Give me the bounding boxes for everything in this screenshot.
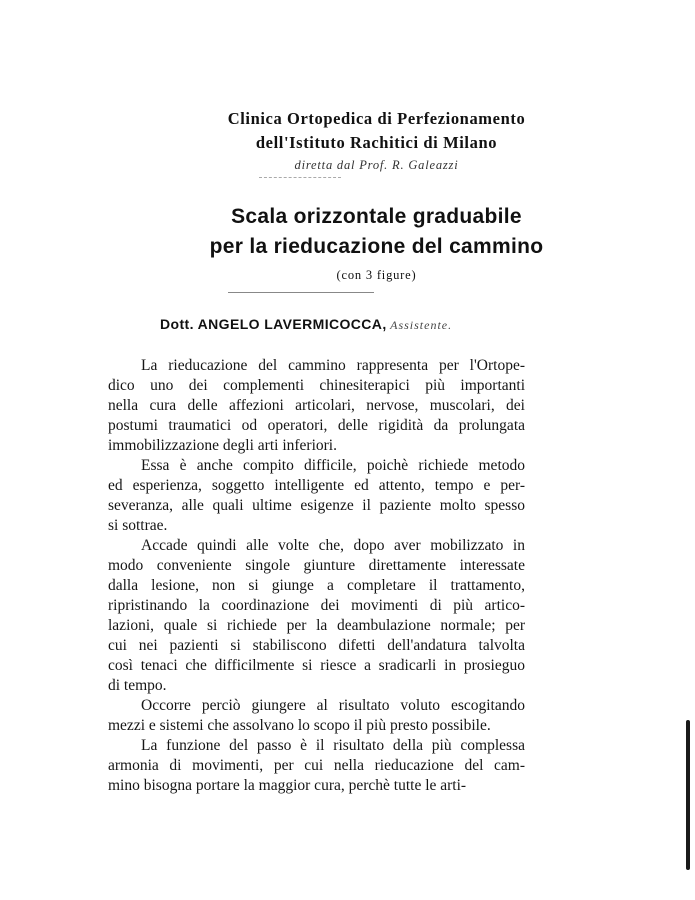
text-line: modo conveniente singole giunture direttamente interessate <box>108 557 525 574</box>
text-line: cui nei pazienti si stabiliscono difetti dell'andatura talvolta <box>108 637 525 654</box>
article-title-block <box>0 202 695 284</box>
text-line: armonia di movimenti, per cui nella rieducazione del cam- <box>108 757 525 774</box>
text-line: immobilizzazione degli arti inferiori. <box>108 437 337 454</box>
title-line-2: per la rieducazione del cammino <box>209 235 544 258</box>
author-line <box>160 316 452 334</box>
author-name: Dott. ANGELO LAVERMICOCCA, <box>160 316 387 332</box>
text-line: dalla lesione, non si giunge a completare il trattamento, <box>108 577 525 594</box>
text-line: La funzione del passo è il risultato della più complessa <box>141 737 525 754</box>
author-role: Assistente. <box>390 318 453 332</box>
text-line: ed esperienza, soggetto intelligente ed attento, tempo e per- <box>108 477 525 494</box>
body-text <box>108 356 525 796</box>
title-line-1: Scala orizzontale graduabile <box>231 205 522 228</box>
text-line: nella cura delle affezioni articolari, nervose, muscolari, dei <box>108 397 525 414</box>
paragraph <box>108 536 525 696</box>
director-line: diretta dal Prof. R. Galeazzi <box>294 158 459 172</box>
text-line: La rieducazione del cammino rappresenta per l'Ortope- <box>141 357 525 374</box>
title-divider <box>228 292 374 293</box>
text-line: Occorre perciò giungere al risultato voluto escogitando <box>141 697 525 714</box>
institution-header <box>0 107 695 174</box>
header-divider <box>259 177 341 178</box>
text-line: dico uno dei complementi chinesiterapici più importanti <box>108 377 525 394</box>
text-line: mino bisogna portare la maggior cura, perchè tutte le arti- <box>108 777 467 794</box>
paragraph <box>108 736 525 796</box>
paragraph <box>108 456 525 536</box>
paragraph <box>108 356 525 456</box>
scan-edge-mark <box>686 720 690 870</box>
institution-line-1: Clinica Ortopedica di Perfezionamento <box>227 109 526 128</box>
text-line: Accade quindi alle volte che, dopo aver mobilizzato in <box>141 537 525 554</box>
institution-line-2: dell'Istituto Rachitici di Milano <box>255 133 498 152</box>
text-line: postumi traumatici od operatori, delle rigidità da prolungata <box>108 417 525 434</box>
text-line: severanza, alle quali ultime esigenze il paziente molto spesso <box>108 497 525 514</box>
text-line: così tenaci che difficilmente si riesce a sradicarli in prosieguo <box>108 657 525 674</box>
text-line: mezzi e sistemi che assolvano lo scopo il più presto possibile. <box>108 717 491 734</box>
figures-note: (con 3 figure) <box>336 268 417 282</box>
text-line: si sottrae. <box>108 517 168 534</box>
text-line: Essa è anche compito difficile, poichè richiede metodo <box>141 457 525 474</box>
paragraph <box>108 696 525 736</box>
text-line: ripristinando la coordinazione dei movimenti di più artico- <box>108 597 525 614</box>
text-line: di tempo. <box>108 677 167 694</box>
text-line: lazioni, quale si richiede per la deambulazione normale; per <box>108 617 525 634</box>
